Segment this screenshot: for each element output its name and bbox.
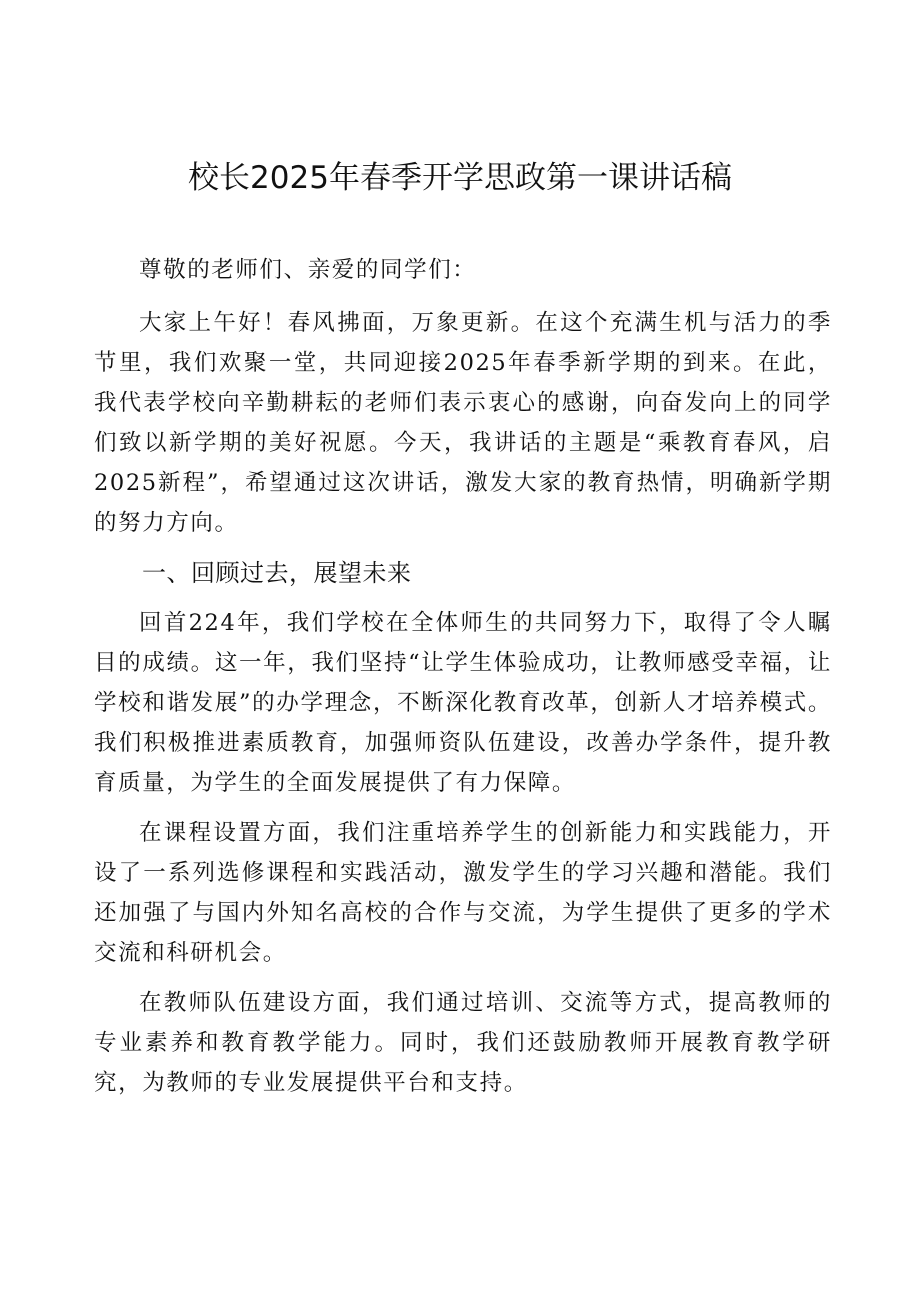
paragraph-curriculum: 在课程设置方面，我们注重培养学生的创新能力和实践能力，开设了一系列选修课程和实践活动，激发学生的学习兴趣和潜能。我们还加强了与国内外知名高校的合作与交流，为学生提供了更多的学术交流和科研机会。 — [94, 820, 832, 966]
paragraph-review: 回首224年，我们学校在全体师生的共同努力下，取得了令人瞩目的成绩。这一年，我们坚持“让学生体验成功，让教师感受幸福，让学校和谐发展”的办学理念，不断深化教育改革，创新人才培养模式。我们积极推进素质教育，加强师资队伍建设，改善办学条件，提升教育质量，为学生的全面发展提供了有力保障。 — [94, 610, 832, 796]
page-title: 校长2025年春季开学思政第一课讲话稿 — [188, 160, 732, 196]
paragraph-intro: 大家上午好！春风拂面，万象更新。在这个充满生机与活力的季节里，我们欢聚一堂，共同迎接2025年春季新学期的到来。在此，我代表学校向辛勤耕耘的老师们表示衷心的感谢，向奋发向上的同学们致以新学期的美好祝愿。今天，我讲话的主题是“乘教育春风，启2025新程”，希望通过这次讲话，激发大家的教育热情，明确新学期的努力方向。 — [94, 310, 832, 536]
paragraph-teachers: 在教师队伍建设方面，我们通过培训、交流等方式，提高教师的专业素养和教育教学能力。同时，我们还鼓励教师开展教育教学研究，为教师的专业发展提供平台和支持。 — [94, 990, 832, 1096]
greeting: 尊敬的老师们、亲爱的同学们： — [139, 257, 477, 283]
document-body — [94, 250, 832, 1113]
section-heading-1: 一、回顾过去，展望未来 — [142, 559, 412, 587]
